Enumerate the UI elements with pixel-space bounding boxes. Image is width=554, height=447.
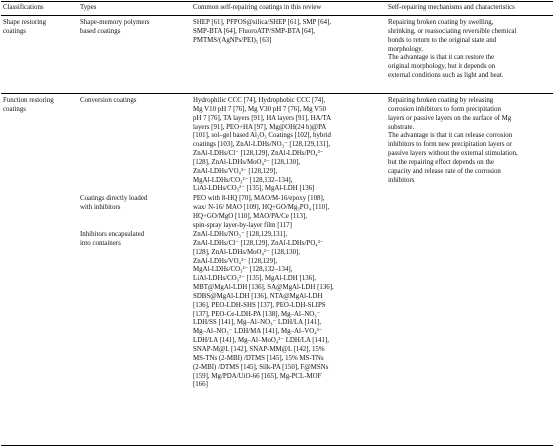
coatings-line: ZnAl-LDHs/Cl⁻ [128,129], ZnAl-LDHs/PO₄³⁻ — [193, 239, 324, 247]
coatings-line: [159], Mg/PDA/UiO-66 [165], Mg-PCL-MOF — [193, 372, 322, 380]
coatings-line: ZnAl-LDHs/VO₄³⁻ [128,129], — [193, 167, 278, 175]
shape-classification: Shape restoring coatings — [3, 19, 47, 35]
coatings-line: [136], PEO-LDH-SHS [137], PEO-LDH-SLIPS — [193, 301, 326, 309]
header-rule — [1, 15, 553, 16]
shape-mechanism: Repairing broken coating by swelling, shrinking, or reassociating reversible chemical bonds to return to the original state and morphology. The advantage is that it can restore the original morphology, but it depends on external conditions such as light and heat. — [388, 19, 517, 80]
conversion-coatings — [193, 97, 385, 194]
function-mechanism: Repairing broken coating by releasing corrosion inhibitors to form precipitation layers or passive layers on the surface of Mg substrate. The advantage is that it can release corrosion inhibitors to form new precipitation layers or passive layers without the external stimulation, but the repairing effect depends on the capacity and release rate of the corrosion inhibitors — [388, 97, 518, 184]
coatings-line: [128], ZnAl-LDHs/MoO₄²⁻ [128,130], — [193, 248, 301, 256]
function-classification: Function restoring coatings — [3, 97, 54, 113]
coatings-line: Mg V10 pH 7 [76], Mg V30 pH 7 [76], Mg V50 — [193, 105, 327, 113]
coatings-line: [101], sol–gel based Al₂O₃ Coatings [102], hybrid — [193, 132, 332, 140]
coatings-line: wax/ N-16/ MAO [109], HQ+GO/Mg₃PO₄ [110], — [193, 203, 330, 211]
coatings-line: ZnAl-LDHs/NO₃⁻ [128,129,131], — [193, 231, 288, 238]
conversion-type: Conversion coatings — [80, 97, 137, 104]
coatings-line: spin-spray layer-by-layer film [117] — [193, 221, 292, 229]
coatings-line: MBT@MgAl-LDH [136], SA@MgAl-LDH [136], — [193, 284, 334, 292]
coatings-line: LDH/SS [141], Mg–Al–NO₃⁻ LDH/LA [141], — [193, 319, 322, 327]
coatings-line: LiAl-LDHs/CO₃²⁻ [135], MgAl-LDH [136], — [193, 275, 317, 283]
coatings-line: Hydrophilic CCC [74], Hydrophobic CCC [74], — [193, 97, 326, 104]
coatings-line: MgAl-LDHs/CO₃²⁻ [128,132–134], — [193, 266, 293, 274]
coatings-line: coatings [103], ZnAl-LDHs/NO₃⁻ [128,129,131], — [193, 141, 331, 149]
coatings-line: MS-TNs (2-MBI) /DTMS [145], 15% MS-TNs — [193, 354, 324, 362]
shape-coatings — [193, 19, 385, 46]
coatings-line: [128], ZnAl-LDHs/MoO₄²⁻ [128,130], — [193, 158, 301, 166]
section-rule — [1, 93, 553, 94]
shape-type: Shape-memory polymers based coatings — [80, 19, 150, 35]
header-mechanisms: Self-repairing mechanisms and characteristics — [388, 4, 515, 11]
header-classifications: Classifications — [3, 4, 44, 11]
coatings-line: [137], PEO-Ce-LDH-PA [138], Mg–Al–NO₃⁻ — [193, 310, 321, 318]
header-coatings: Common self-repairing coatings in this review — [193, 4, 322, 11]
coatings-line: pH 7 [76], TA layers [91], HA layers [91], HA/TA — [193, 114, 332, 122]
coatings-line: Mg–Al–NO₃⁻ LDH/MA [141], Mg–Al–VO₄³⁻ — [193, 328, 323, 336]
coatings-line: ZnAl-LDHs/Cl⁻ [128,129], ZnAl-LDHs/PO₄³⁻ — [193, 150, 324, 158]
coatings-line: layers [91], PEO+HA [97], Mg@OH(24 h)@PA — [193, 123, 327, 131]
coatings-line: PEO with 8-HQ [70], MAO/M-16/epoxy [108], — [193, 195, 325, 202]
coatings-line: ZnAl-LDHs/VO₄³⁻ [128,129], — [193, 257, 278, 265]
coatings-line: LDH/LA [141], Mg–Al–MoO₄²⁻ LDH/LA [141], — [193, 337, 329, 345]
direct-coatings — [193, 195, 385, 230]
coatings-line: MgAl-LDHs/CO₃²⁻ [128,132–134], — [193, 176, 293, 184]
coatings-line: SNAP-M@L [142], SNAP-MM@L [142], 15% — [193, 345, 325, 353]
coatings-line: SDBS@MgAl-LDH [136], NTA@MgAl-LDH — [193, 292, 323, 300]
coatings-line: LiAl-LDHs/CO₃²⁻ [135], MgAl-LDH [136] — [193, 185, 315, 193]
encap-coatings — [193, 231, 385, 390]
coatings-line: PMTMS/(AgNPs/PEI)₅ [63] — [193, 36, 272, 44]
coatings-line: SMP-BTA [64], FluoroATP/SMP-BTA [64], — [193, 27, 315, 35]
coatings-line: SHEP [61], PFPOS@silica/SHEP [61], SMP [64], — [193, 19, 332, 26]
header-types: Types — [80, 4, 97, 11]
coatings-line: (2-MBI) /DTMS [145], Silk-PA [150], F@MSNs — [193, 363, 329, 371]
top-rule — [1, 1, 553, 2]
bottom-rule — [1, 445, 553, 446]
coatings-line: HQ+GO/MgO [110], MAO/PA/Ce [113], — [193, 212, 307, 220]
encap-type: Inhibitors encapsulated into containers — [80, 231, 145, 247]
coatings-line: [166] — [193, 381, 208, 389]
direct-type: Coatings directly loaded with inhibitors — [80, 195, 148, 211]
